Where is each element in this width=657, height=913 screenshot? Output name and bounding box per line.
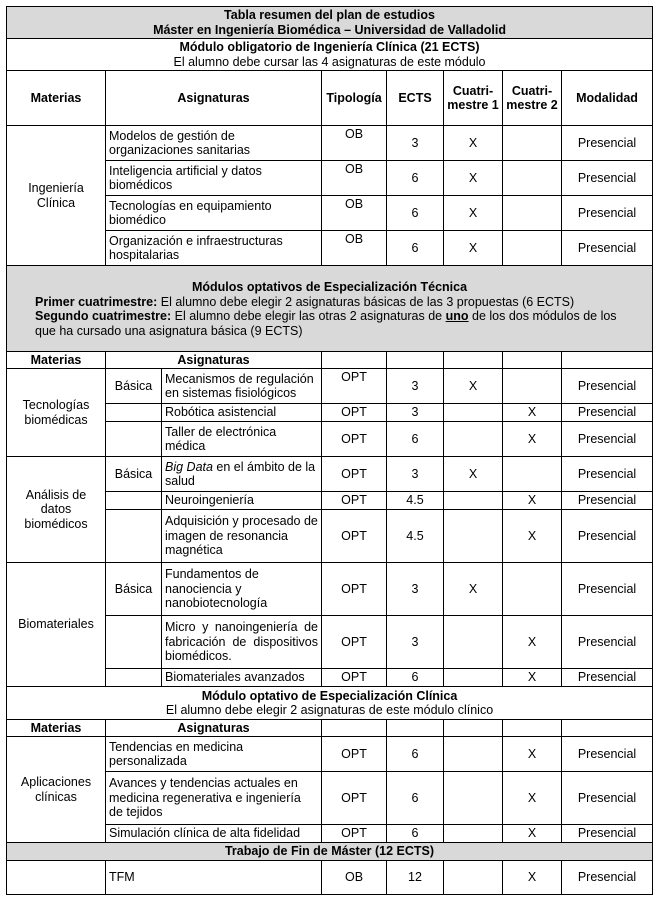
asignatura-cell: Micro y nanoingeniería de fabricación de dispositivos biomédicos. [162,616,322,669]
ects-cell: 4.5 [387,492,444,510]
column-header-row [7,352,653,369]
column-header-row [7,71,653,126]
asignatura-cell: Inteligencia artificial y datos biomédicos [106,161,322,196]
module-header-row [7,843,653,861]
tipologia-cell: OPT [322,772,387,825]
c2-cell: X [503,669,562,687]
table-row [7,457,653,492]
c2-cell: X [503,422,562,457]
asignatura-cell: Simulación clínica de alta fidelidad [106,825,322,843]
header-asignaturas: Asignaturas [106,720,322,737]
c2-cell: X [503,404,562,422]
tipologia-cell: OB [322,861,387,895]
c1-cell [444,492,503,510]
second-semester-note [35,309,624,338]
tipologia-cell: OPT [322,825,387,843]
first-semester-text: El alumno debe elegir 2 asignaturas básicas de las 3 propuestas (6 ECTS) [157,294,575,309]
table-row [7,861,653,895]
table-row [7,563,653,616]
modalidad-cell: Presencial [562,563,653,616]
asignatura-cell: Neuroingeniería [162,492,322,510]
tipologia-cell: OB [322,126,387,161]
ects-cell: 3 [387,404,444,422]
c1-cell: X [444,196,503,231]
modalidad-cell: Presencial [562,861,653,895]
modalidad-cell: Presencial [562,825,653,843]
c1-cell: X [444,231,503,266]
header-asignaturas: Asignaturas [106,352,322,369]
module-title: Trabajo de Fin de Máster (12 ECTS) [7,843,653,861]
c1-cell [444,669,503,687]
modalidad-cell: Presencial [562,669,653,687]
module-subtitle: El alumno debe cursar las 4 asignaturas de este módulo [173,54,486,69]
asignatura-italic-text: Big Data [165,459,213,474]
ects-cell: 6 [387,161,444,196]
module-header-row [7,39,653,71]
ects-cell: 12 [387,861,444,895]
modalidad-cell: Presencial [562,161,653,196]
asignatura-cell: Adquisición y procesado de imagen de resonancia magnética [162,510,322,563]
c2-cell [503,161,562,196]
asignatura-cell: Biomateriales avanzados [162,669,322,687]
modalidad-cell: Presencial [562,457,653,492]
ects-cell: 6 [387,669,444,687]
header-tipologia: Tipología [322,71,387,126]
tipologia-cell: OPT [322,457,387,492]
c1-cell [444,404,503,422]
modalidad-cell: Presencial [562,510,653,563]
asignatura-cell: Taller de electrónica médica [162,422,322,457]
materia-cell: Ingeniería Clínica [7,126,106,266]
c1-cell [444,772,503,825]
ects-cell: 3 [387,616,444,669]
second-semester-text-end: de los dos módulos de los que ha cursado una asignatura básica (9 ECTS) [35,309,617,338]
tipologia-cell: OB [322,231,387,266]
first-semester-note [35,295,624,310]
tipologia-cell: OB [322,196,387,231]
module-title: Módulo obligatorio de Ingeniería Clínica (21 ECTS) [179,40,480,54]
second-semester-emphasis: uno [445,309,469,323]
tipologia-cell: OPT [322,422,387,457]
ects-cell: 6 [387,825,444,843]
asignatura-cell [162,457,322,492]
materia-cell: Biomateriales [7,563,106,687]
c2-cell: X [503,492,562,510]
modalidad-cell: Presencial [562,369,653,404]
module-header-row [7,266,653,352]
c2-cell: X [503,737,562,772]
tipologia-cell: OPT [322,492,387,510]
ects-cell: 6 [387,422,444,457]
ects-cell: 3 [387,563,444,616]
asignatura-cell: Fundamentos de nanociencia y nanobiotecnología [162,563,322,616]
asignatura-cell: Tendencias en medicina personalizada [106,737,322,772]
second-semester-label: Segundo cuatrimestre: [35,309,172,323]
c1-cell: X [444,369,503,404]
asignatura-text: en el ámbito de la salud [165,459,316,488]
tipologia-cell: OPT [322,404,387,422]
asignatura-cell: Tecnologías en equipamiento biomédico [106,196,322,231]
tipologia-cell: OPT [322,510,387,563]
module-subtitle: El alumno debe elegir 2 asignaturas de este módulo clínico [165,703,494,717]
c2-cell: X [503,616,562,669]
tipologia-cell: OPT [322,563,387,616]
column-header-row [7,720,653,737]
modalidad-cell: Presencial [562,492,653,510]
header-materias: Materias [7,720,106,737]
c2-cell [503,196,562,231]
header-materias: Materias [7,352,106,369]
c1-cell [444,825,503,843]
c1-cell [444,422,503,457]
ects-cell: 3 [387,369,444,404]
tipologia-cell: OPT [322,669,387,687]
module-title: Módulo optativo de Especialización Clínica [201,688,458,703]
asignatura-cell: Avances y tendencias actuales en medicina regenerativa e ingeniería de tejidos [106,772,322,825]
table-title-row [7,7,653,39]
c2-cell: X [503,510,562,563]
asignatura-cell: Mecanismos de regulación en sistemas fisiológicos [162,369,322,404]
c1-cell: X [444,457,503,492]
tipologia-cell: OPT [322,616,387,669]
modalidad-cell: Presencial [562,404,653,422]
c2-cell: X [503,772,562,825]
c1-cell [444,737,503,772]
basica-cell: Básica [106,563,162,616]
c2-cell [503,457,562,492]
ects-cell: 3 [387,457,444,492]
modalidad-cell: Presencial [562,737,653,772]
ects-cell: 4.5 [387,510,444,563]
tipologia-cell: OPT [322,369,387,404]
c1-cell [444,616,503,669]
header-cuatrimestre-1: Cuatri-mestre 1 [444,71,503,126]
header-cuatrimestre-2: Cuatri-mestre 2 [503,71,562,126]
table-title: Tabla resumen del plan de estudios [224,8,435,22]
header-modalidad: Modalidad [562,71,653,126]
c2-cell [503,231,562,266]
module-title: Módulos optativos de Especialización Técnica [191,280,468,294]
ects-cell: 6 [387,196,444,231]
table-subtitle: Máster en Ingeniería Biomédica – Universidad de Valladolid [153,22,506,37]
c1-cell [444,510,503,563]
header-ects: ECTS [387,71,444,126]
ects-cell: 6 [387,737,444,772]
c2-cell [503,126,562,161]
header-materias: Materias [7,71,106,126]
c2-cell: X [503,861,562,895]
first-semester-label: Primer cuatrimestre: [35,294,158,309]
study-plan-document [6,6,652,895]
modalidad-cell: Presencial [562,231,653,266]
second-semester-text: El alumno debe elegir las otras 2 asignaturas de [171,309,446,323]
asignatura-cell: Organización e infraestructuras hospitalarias [106,231,322,266]
asignatura-cell: TFM [106,861,322,895]
table-row [7,126,653,161]
modalidad-cell: Presencial [562,196,653,231]
modalidad-cell: Presencial [562,772,653,825]
header-asignaturas: Asignaturas [106,71,322,126]
c1-cell: X [444,126,503,161]
c2-cell [503,369,562,404]
tipologia-cell: OPT [322,737,387,772]
basica-cell: Básica [106,369,162,404]
materia-cell [7,861,106,895]
modalidad-cell: Presencial [562,126,653,161]
asignatura-cell: Robótica asistencial [162,404,322,422]
c1-cell: X [444,161,503,196]
c2-cell: X [503,825,562,843]
c2-cell [503,563,562,616]
table-row [7,369,653,404]
ects-cell: 6 [387,231,444,266]
materia-cell: Aplicaciones clínicas [7,737,106,843]
materia-cell: Tecnologías biomédicas [7,369,106,457]
module-header-row [7,687,653,720]
ects-cell: 6 [387,772,444,825]
materia-cell: Análisis de datos biomédicos [7,457,106,563]
asignatura-cell: Modelos de gestión de organizaciones sanitarias [106,126,322,161]
basica-cell: Básica [106,457,162,492]
tipologia-cell: OB [322,161,387,196]
modalidad-cell: Presencial [562,616,653,669]
modalidad-cell: Presencial [562,422,653,457]
c1-cell: X [444,563,503,616]
table-row [7,737,653,772]
study-plan-table [6,6,653,895]
c1-cell [444,861,503,895]
ects-cell: 3 [387,126,444,161]
